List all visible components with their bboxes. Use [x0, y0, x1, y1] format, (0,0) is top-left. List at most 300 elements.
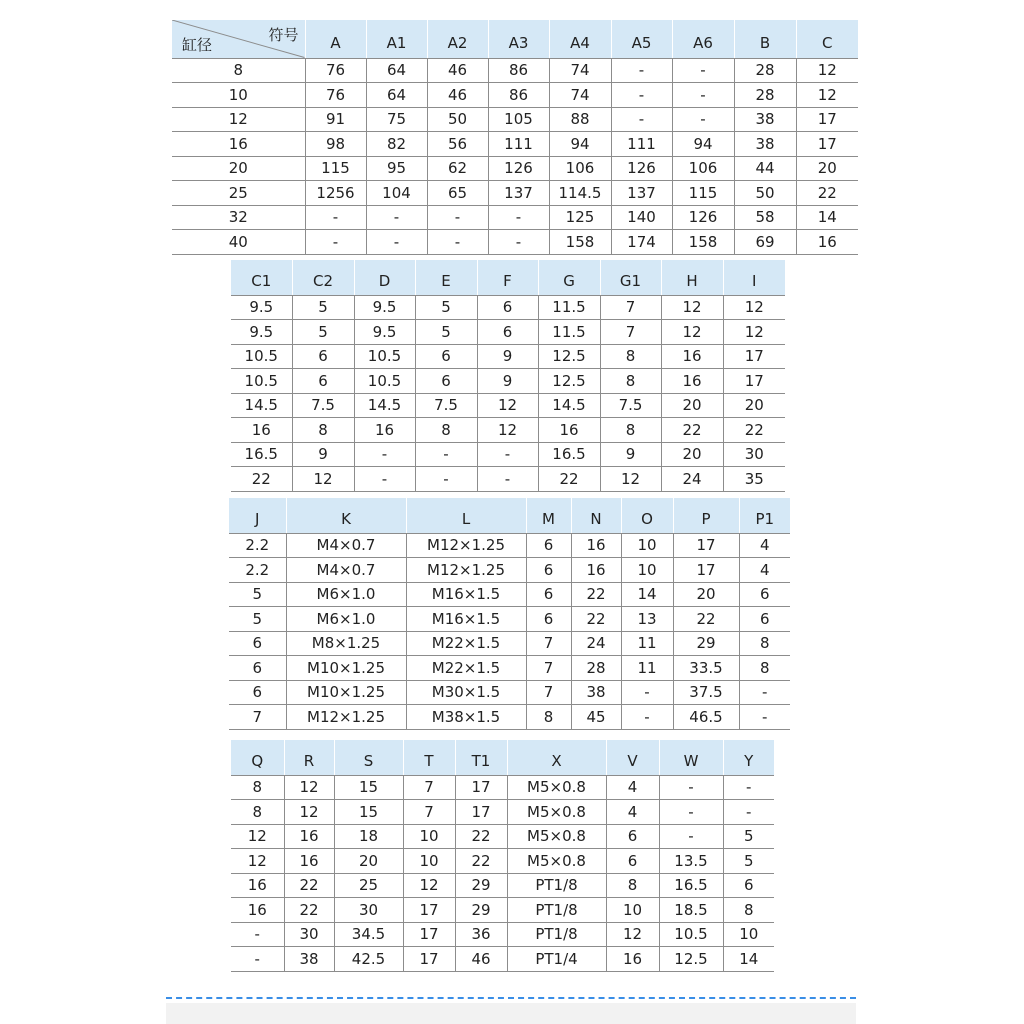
table-cell: 91: [305, 107, 366, 132]
column-header: Q: [231, 740, 284, 775]
table-cell: 2.2: [229, 533, 286, 558]
table-cell: 33.5: [673, 656, 739, 681]
table-cell: 6: [477, 295, 538, 320]
table-cell: 115: [672, 181, 734, 206]
table-cell: 24: [661, 467, 723, 492]
table-cell: 14: [796, 205, 858, 230]
table-row: [229, 705, 790, 730]
table-cell: 8: [231, 800, 284, 825]
column-header: W: [659, 740, 723, 775]
table-cell: 17: [403, 922, 455, 947]
table-cell: 38: [284, 947, 334, 972]
table-row: [231, 873, 774, 898]
table-cell: 20: [334, 849, 403, 874]
table-cell: 86: [488, 83, 549, 108]
table-cell: 22: [455, 849, 507, 874]
table-cell: 94: [549, 132, 611, 157]
table-cell: 8: [739, 631, 790, 656]
table-cell: 126: [611, 156, 672, 181]
table-cell: 8: [600, 418, 661, 443]
table-cell: 16: [231, 873, 284, 898]
table-cell: 24: [571, 631, 621, 656]
table-cell: 12.5: [659, 947, 723, 972]
table-cell: 115: [305, 156, 366, 181]
column-header: B: [734, 20, 796, 58]
table-cell: 12: [292, 467, 354, 492]
table-cell: 20: [661, 393, 723, 418]
column-header: N: [571, 498, 621, 533]
table-row: [172, 181, 858, 206]
table-cell: 45: [571, 705, 621, 730]
table-cell: 8: [526, 705, 571, 730]
table-cell: 6: [526, 533, 571, 558]
table-cell: -: [427, 205, 488, 230]
table-cell: 9: [477, 344, 538, 369]
table-cell: 18.5: [659, 898, 723, 923]
table-cell: 65: [427, 181, 488, 206]
table-cell: 6: [292, 344, 354, 369]
table-cell: 2.2: [229, 558, 286, 583]
table-cell: 5: [723, 849, 774, 874]
table-cell: 42.5: [334, 947, 403, 972]
table-cell: 126: [488, 156, 549, 181]
table-cell: 10: [403, 824, 455, 849]
table-row: [229, 607, 790, 632]
table-row: [231, 393, 785, 418]
dimension-table-1: [172, 20, 858, 255]
table-row: [231, 369, 785, 394]
table-row: [231, 849, 774, 874]
table-cell: 36: [455, 922, 507, 947]
table-cell: 10.5: [354, 369, 415, 394]
table-row: [172, 83, 858, 108]
table-cell: 11.5: [538, 320, 600, 345]
bore-size-cell: 32: [172, 205, 305, 230]
table-header-row: [172, 20, 858, 58]
table-cell: 22: [455, 824, 507, 849]
table-cell: 17: [723, 369, 785, 394]
corner-header-cell: [172, 20, 305, 58]
table-cell: 98: [305, 132, 366, 157]
table-cell: 174: [611, 230, 672, 255]
table-cell: 9.5: [354, 295, 415, 320]
table-cell: 16.5: [231, 442, 292, 467]
table-cell: M8×1.25: [286, 631, 406, 656]
table-cell: 5: [292, 295, 354, 320]
table-row: [231, 898, 774, 923]
table-cell: M5×0.8: [507, 800, 606, 825]
table-cell: M16×1.5: [406, 582, 526, 607]
table-cell: 30: [723, 442, 785, 467]
table-cell: M5×0.8: [507, 824, 606, 849]
table-cell: 6: [526, 607, 571, 632]
table-cell: 137: [488, 181, 549, 206]
table-cell: 158: [549, 230, 611, 255]
table-cell: 16: [661, 344, 723, 369]
table-cell: -: [723, 775, 774, 800]
table-cell: 17: [673, 533, 739, 558]
table-cell: 6: [739, 582, 790, 607]
table-cell: PT1/8: [507, 922, 606, 947]
table-cell: 15: [334, 800, 403, 825]
table-cell: M12×1.25: [406, 558, 526, 583]
bore-size-cell: 20: [172, 156, 305, 181]
table-cell: 10: [403, 849, 455, 874]
column-header: S: [334, 740, 403, 775]
table-cell: 37.5: [673, 680, 739, 705]
table-cell: 137: [611, 181, 672, 206]
table-row: [231, 800, 774, 825]
column-header: L: [406, 498, 526, 533]
table-cell: PT1/4: [507, 947, 606, 972]
table-cell: 126: [672, 205, 734, 230]
table-cell: -: [366, 230, 427, 255]
table-cell: -: [739, 680, 790, 705]
bore-size-cell: 40: [172, 230, 305, 255]
table-cell: 11.5: [538, 295, 600, 320]
table-cell: 17: [723, 344, 785, 369]
table-cell: 46.5: [673, 705, 739, 730]
table-cell: 7: [600, 295, 661, 320]
table-cell: 10.5: [231, 344, 292, 369]
table-cell: 28: [571, 656, 621, 681]
table-cell: 44: [734, 156, 796, 181]
table-cell: 76: [305, 58, 366, 83]
table-cell: 18: [334, 824, 403, 849]
table-cell: 34.5: [334, 922, 403, 947]
table-cell: -: [672, 83, 734, 108]
table-cell: -: [427, 230, 488, 255]
column-header: G1: [600, 260, 661, 295]
table-cell: 4: [606, 775, 659, 800]
table-header-row: [231, 260, 785, 295]
table-cell: -: [354, 467, 415, 492]
dimension-table-2: [231, 260, 785, 492]
table-cell: 6: [229, 680, 286, 705]
table-cell: 13.5: [659, 849, 723, 874]
table-cell: 22: [284, 898, 334, 923]
table-cell: 16: [796, 230, 858, 255]
table-cell: 75: [366, 107, 427, 132]
table-cell: 16: [284, 849, 334, 874]
table-cell: 50: [734, 181, 796, 206]
table-cell: 5: [229, 607, 286, 632]
table-cell: 74: [549, 58, 611, 83]
column-header: G: [538, 260, 600, 295]
table-cell: 12: [723, 295, 785, 320]
table-cell: M10×1.25: [286, 680, 406, 705]
table-cell: 56: [427, 132, 488, 157]
table-cell: 4: [739, 558, 790, 583]
table-cell: 6: [229, 631, 286, 656]
table-cell: M38×1.5: [406, 705, 526, 730]
table-cell: 12: [661, 295, 723, 320]
table-cell: 104: [366, 181, 427, 206]
table-cell: 111: [488, 132, 549, 157]
column-header: Y: [723, 740, 774, 775]
corner-symbol-label: 符号: [268, 26, 299, 44]
table-row: [172, 205, 858, 230]
column-header: C1: [231, 260, 292, 295]
table-cell: 88: [549, 107, 611, 132]
corner-bore-label: 缸径: [182, 35, 213, 54]
table-cell: 10.5: [659, 922, 723, 947]
table-cell: 22: [796, 181, 858, 206]
table-cell: 58: [734, 205, 796, 230]
table-cell: 10: [606, 898, 659, 923]
table-cell: 6: [526, 558, 571, 583]
table-cell: -: [723, 800, 774, 825]
table-cell: 22: [673, 607, 739, 632]
table-cell: 15: [334, 775, 403, 800]
table-cell: 9.5: [231, 295, 292, 320]
table-cell: 12: [231, 824, 284, 849]
bore-size-cell: 8: [172, 58, 305, 83]
table-cell: 16: [571, 558, 621, 583]
column-header: I: [723, 260, 785, 295]
table-cell: M6×1.0: [286, 582, 406, 607]
table-cell: 8: [723, 898, 774, 923]
table-cell: 69: [734, 230, 796, 255]
table-cell: 50: [427, 107, 488, 132]
table-cell: 22: [723, 418, 785, 443]
table-cell: 6: [292, 369, 354, 394]
table-cell: 7.5: [600, 393, 661, 418]
table-cell: 16: [354, 418, 415, 443]
bore-size-cell: 25: [172, 181, 305, 206]
table-cell: 9: [477, 369, 538, 394]
table-row: [229, 631, 790, 656]
table-cell: 12: [284, 800, 334, 825]
table-cell: 14.5: [231, 393, 292, 418]
table-header-row: [231, 740, 774, 775]
column-header: C2: [292, 260, 354, 295]
table-cell: -: [659, 775, 723, 800]
table-cell: 6: [526, 582, 571, 607]
table-cell: M10×1.25: [286, 656, 406, 681]
table-cell: 7: [600, 320, 661, 345]
table-cell: 28: [734, 83, 796, 108]
column-header: A5: [611, 20, 672, 58]
table-header-row: [229, 498, 790, 533]
table-cell: 7: [526, 656, 571, 681]
table-cell: 22: [231, 467, 292, 492]
table-cell: -: [354, 442, 415, 467]
table-cell: 10: [621, 533, 673, 558]
table-cell: 6: [477, 320, 538, 345]
table-row: [172, 107, 858, 132]
table-row: [231, 418, 785, 443]
table-cell: -: [366, 205, 427, 230]
column-header: E: [415, 260, 477, 295]
table-cell: 8: [600, 369, 661, 394]
table-cell: 111: [611, 132, 672, 157]
column-header: A2: [427, 20, 488, 58]
table-cell: 12.5: [538, 369, 600, 394]
table-cell: 9: [600, 442, 661, 467]
table-cell: 16: [231, 898, 284, 923]
column-header: K: [286, 498, 406, 533]
table-cell: -: [659, 800, 723, 825]
table-cell: 22: [571, 582, 621, 607]
table-cell: 5: [723, 824, 774, 849]
table-cell: 17: [673, 558, 739, 583]
table-cell: 14.5: [354, 393, 415, 418]
table-cell: 12: [477, 418, 538, 443]
table-cell: 5: [229, 582, 286, 607]
table-cell: 12: [284, 775, 334, 800]
table-row: [229, 582, 790, 607]
table-cell: 6: [739, 607, 790, 632]
table-cell: M4×0.7: [286, 558, 406, 583]
table-cell: 12: [723, 320, 785, 345]
table-cell: PT1/8: [507, 898, 606, 923]
table-cell: 11: [621, 631, 673, 656]
table-cell: PT1/8: [507, 873, 606, 898]
table-cell: 22: [571, 607, 621, 632]
table-cell: 12: [796, 83, 858, 108]
table-cell: 106: [672, 156, 734, 181]
table-cell: 12.5: [538, 344, 600, 369]
table-cell: -: [305, 205, 366, 230]
table-cell: 11: [621, 656, 673, 681]
table-cell: 6: [415, 369, 477, 394]
table-row: [172, 58, 858, 83]
table-cell: -: [611, 107, 672, 132]
table-cell: 17: [796, 107, 858, 132]
table-row: [231, 922, 774, 947]
table-cell: M6×1.0: [286, 607, 406, 632]
table-cell: 94: [672, 132, 734, 157]
table-cell: 8: [600, 344, 661, 369]
footer-band: [166, 1003, 856, 1024]
table-cell: 95: [366, 156, 427, 181]
table-cell: M12×1.25: [406, 533, 526, 558]
table-cell: M22×1.5: [406, 631, 526, 656]
table-cell: 17: [455, 800, 507, 825]
table-cell: 6: [229, 656, 286, 681]
table-cell: 7.5: [415, 393, 477, 418]
table-cell: 62: [427, 156, 488, 181]
table-cell: -: [477, 467, 538, 492]
table-cell: 12: [606, 922, 659, 947]
table-cell: 14: [621, 582, 673, 607]
table-cell: 125: [549, 205, 611, 230]
table-cell: 5: [415, 320, 477, 345]
table-cell: 12: [661, 320, 723, 345]
table-cell: 46: [427, 83, 488, 108]
table-cell: 17: [403, 947, 455, 972]
table-cell: 13: [621, 607, 673, 632]
table-cell: 16: [538, 418, 600, 443]
table-row: [172, 132, 858, 157]
table-cell: M16×1.5: [406, 607, 526, 632]
table-cell: M5×0.8: [507, 775, 606, 800]
table-cell: M12×1.25: [286, 705, 406, 730]
table-cell: 76: [305, 83, 366, 108]
table-cell: 7: [403, 800, 455, 825]
table-cell: 1256: [305, 181, 366, 206]
column-header: P1: [739, 498, 790, 533]
table-cell: 10.5: [231, 369, 292, 394]
table-cell: 22: [538, 467, 600, 492]
table-cell: 16.5: [659, 873, 723, 898]
column-header: J: [229, 498, 286, 533]
table-cell: -: [231, 922, 284, 947]
table-cell: 6: [606, 824, 659, 849]
column-header: A4: [549, 20, 611, 58]
table-cell: 105: [488, 107, 549, 132]
table-cell: -: [488, 230, 549, 255]
table-cell: 10: [621, 558, 673, 583]
table-row: [231, 320, 785, 345]
bore-size-cell: 10: [172, 83, 305, 108]
table-cell: 114.5: [549, 181, 611, 206]
table-cell: -: [621, 705, 673, 730]
table-cell: 4: [739, 533, 790, 558]
table-cell: 20: [661, 442, 723, 467]
table-cell: 7.5: [292, 393, 354, 418]
dimension-table-4: [231, 740, 774, 972]
table-cell: -: [611, 83, 672, 108]
table-row: [231, 947, 774, 972]
table-row: [231, 467, 785, 492]
table-cell: 64: [366, 58, 427, 83]
dashed-separator: [166, 997, 856, 999]
table-cell: -: [672, 107, 734, 132]
table-cell: 7: [229, 705, 286, 730]
table-cell: 8: [292, 418, 354, 443]
table-row: [231, 442, 785, 467]
dimension-table-3: [229, 498, 790, 730]
table-cell: 9.5: [231, 320, 292, 345]
table-cell: 29: [455, 873, 507, 898]
table-cell: 12: [477, 393, 538, 418]
table-cell: 10: [723, 922, 774, 947]
table-row: [231, 824, 774, 849]
table-cell: 8: [739, 656, 790, 681]
table-cell: 46: [427, 58, 488, 83]
table-cell: 20: [796, 156, 858, 181]
table-cell: 29: [673, 631, 739, 656]
table-cell: -: [611, 58, 672, 83]
table-cell: 17: [796, 132, 858, 157]
table-cell: 158: [672, 230, 734, 255]
table-cell: 7: [403, 775, 455, 800]
table-cell: 5: [292, 320, 354, 345]
table-row: [231, 775, 774, 800]
column-header: O: [621, 498, 673, 533]
table-cell: 22: [661, 418, 723, 443]
table-cell: 38: [734, 132, 796, 157]
column-header: T1: [455, 740, 507, 775]
table-cell: 74: [549, 83, 611, 108]
table-cell: 82: [366, 132, 427, 157]
table-cell: 10.5: [354, 344, 415, 369]
column-header: A1: [366, 20, 427, 58]
table-cell: 22: [284, 873, 334, 898]
table-cell: 6: [606, 849, 659, 874]
table-cell: M22×1.5: [406, 656, 526, 681]
column-header: T: [403, 740, 455, 775]
column-header: A3: [488, 20, 549, 58]
table-cell: 86: [488, 58, 549, 83]
table-cell: -: [621, 680, 673, 705]
table-cell: 16: [606, 947, 659, 972]
table-cell: 7: [526, 680, 571, 705]
table-cell: 14: [723, 947, 774, 972]
table-cell: 38: [734, 107, 796, 132]
